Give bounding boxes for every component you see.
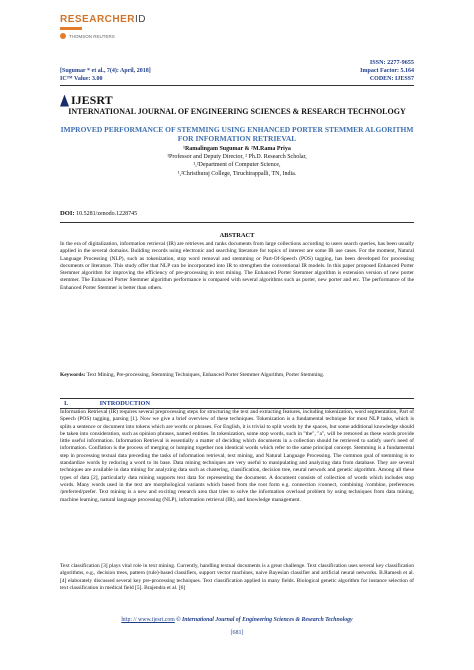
- thomson-reuters-icon: [60, 33, 66, 39]
- issn: ISSN: 2277-9655: [369, 59, 414, 66]
- ic-value: IC™ Value: 3.00: [60, 76, 103, 82]
- footer-journal: © International Journal of Engineering Sciences & Research Technology: [176, 617, 353, 623]
- logo-bar: [60, 27, 82, 30]
- intro-paragraph-2: Text classification [3] plays vital role in text mining. Currently, handling textual documents is a great challenge. Text classification uses several key classification algorithms, e.g., decision trees, pattern (rule)-based classifiers, support vector machines, naive Bayesian classifier and artificial neural networks. B.Ramesh et al. [4] elaborately discussed several key pre-processing techniques. Text classification applied in many fields. Biological genetic algorithm for instance selection of text classification in medical field [5]. Brajendra et al. [6]: [60, 563, 414, 591]
- affiliation-1: ¹Professor and Deputy Director, ² Ph.D. Research Scholar,: [167, 154, 307, 161]
- section-heading: [60, 398, 414, 409]
- section-number: I.: [64, 400, 69, 407]
- affiliation-3: ¹,²Christhuraj College, Tiruchirappalli, TN, India.: [177, 170, 297, 177]
- logo-wordmark: RESEARCHERID: [60, 14, 147, 25]
- doi: [60, 210, 137, 217]
- abstract-text: In the era of digitalization, information retrieval (IR) are retrieves and ranks documents from large collections according to users search queries, has been usually applied in the several domains. Building records using electronic and searching literature for topics of interest are some IR use cases. For the moment, Natural Language Processing (NLP), such as tokenization, stop word removal and stemming or Part-Of-Speech (POS) tagging, has been developed for processing documents or literature. This study offer that NLP can be incorporated into IR to strengthen the conventional IR models. In this paper proposed Enhanced Porter Stemmer algorithm for improving the efficiency of pre-processing in text mining. The Enhanced Porter Stemmer algorithm is extension version of new porter stemmer. The Enhanced Porter Stemmer algorithm performance is compared with several algorithms such as porter, new porter and etc. The performance of the Enhanced Porter Stemmer is better than others.: [60, 241, 414, 291]
- journal-name: INTERNATIONAL JOURNAL OF ENGINEERING SCIENCES & RESEARCH TECHNOLOGY: [68, 107, 406, 116]
- researcherid-logo: [60, 14, 146, 39]
- affiliation-2: ¹,²Department of Computer Science,: [193, 162, 281, 169]
- section-title: INTRODUCTION: [99, 400, 150, 407]
- authors-block: [60, 145, 414, 178]
- intro-paragraph-1: Information Retrieval (IR) requires several preprocessing steps for structuring the text and extracting features, including tokenization, word segmentation, Part of Speech (POS) tagging, parsing [1]. Now we give a brief overview of these techniques. Tokenization is a fundamental technique for most NLP tasks, which is splits a sentence or document into tokens which are words or phrases. For English, it is trivial to split words by the spaces, but some additional knowledge should be taken into consideration, such as opinion phrases, named entities. In tokenization, some stop words, such in "the", "a", will be removed as these words provide little useful information. Information Retrieval is essentially a matter of deciding which documents in a collection should be retrieved to satisfy user's need of information. Conflation is the process of merging or lumping together non identical words which refer to the same principal concept. Stemming is a fundamental step in processing textual data preceding the tasks of information retrieval, text mining, and Natural Language Processing. The common goal of stemming is to standardize words by reducing a word to its base. Data mining techniques are very useful to manipulating and analyzing data from database. They are several techniques are available in data mining for analyzing data such as clustering, classification, decision tree, neural network and genetic algorithm. Among all these types of data [2], particularly data mining supports text data for representing the document. A document consists of collection of words which includes stop words. Many words used in the text are morphological variants which based from the root form e.g. connection /connect, combining /combine, preferences /preferred/prefer. Text mining is a new and exciting research area that tries to solve the information overload problem by using techniques from data mining, machine learning, natural language processing (NLP), information retrieval (IR), and knowledge management.: [60, 409, 414, 503]
- keywords: [60, 372, 414, 379]
- impact-factor: Impact Factor: 5.164: [360, 68, 414, 74]
- author-names: ¹Ramalingam Sugumar & ²M.Rama Priya: [183, 146, 291, 152]
- coden: CODEN: IJESS7: [369, 76, 414, 82]
- doi-value[interactable]: 10.5281/zenodo.1228745: [76, 211, 138, 217]
- abstract-heading: ABSTRACT: [219, 232, 255, 239]
- header-rule: [60, 85, 414, 86]
- footer-url-link[interactable]: http: // www.ijesrt.com: [121, 617, 175, 623]
- keywords-text: Text Mining, Pre-processing, Stemming Techniques, Enhanced Porter Stemmer Algorithm, Porter Stemming.: [86, 372, 325, 378]
- doi-rule: [60, 222, 414, 223]
- header-row-2: [60, 75, 414, 83]
- doi-label: DOI:: [60, 210, 75, 217]
- citation: [Sugumar * et al., 7(4): April, 2018]: [60, 68, 151, 74]
- paper-title: IMPROVED PERFORMANCE OF STEMMING USING ENHANCED PORTER STEMMER ALGORITHM FOR INFORMATION RETRIEVAL: [60, 125, 414, 143]
- journal-logo-icon: [60, 95, 69, 107]
- page-number: [681]: [230, 630, 244, 636]
- keywords-label: Keywords:: [60, 372, 86, 378]
- journal-logo: IJESRT: [60, 93, 113, 108]
- logo-sub: THOMSON REUTERS: [60, 33, 146, 39]
- header-row-1: [60, 67, 414, 75]
- footer: [0, 617, 474, 623]
